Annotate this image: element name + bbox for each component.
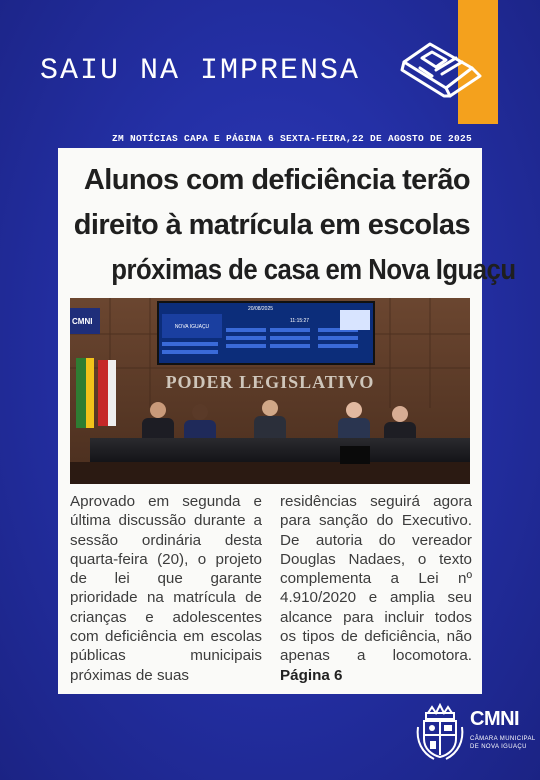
brand-line-1: CÂMARA MUNICIPAL [470,736,536,742]
article-photo [70,298,470,484]
corner-logo-text: CMNI [72,317,93,326]
brand-logo: CMNI [470,708,520,730]
column-2-text: residências seguirá agora para sanção do Executivo. De autoria do vereador Douglas Nadaes, o texto complementa a Lei nº 4.910/2020 e amplia seu alcance para incluir todos os tipos de deficiência, não apenas a locomotora. [280,493,472,665]
column-2-body [280,492,472,685]
screen-date: 20/08/2025 [248,306,274,312]
newspaper-icon [398,40,484,100]
screen-label: NOVA IGUAÇU [174,324,210,330]
headline-line-2: direito à matrícula em escolas [73,209,470,241]
brand-line-2: DE NOVA IGUAÇU [470,744,527,750]
page-reference: Página 6 [280,666,343,684]
council-session-photo [70,298,470,484]
column-1-text: Aprovado em segunda e última discussão durante a sessão ordinária desta quarta-feira (20), o projeto de lei que garante prioridade na matrícula de crianças e adolescentes com deficiência em escolas públicas municipais próximas de suas [70,493,262,684]
source-citation: ZM NOTÍCIAS CAPA E PÁGINA 6 SEXTA-FEIRA,22 DE AGOSTO DE 2025 [112,133,473,144]
city-coat-of-arms-icon [414,703,466,761]
wall-text: PODER LEGISLATIVO [165,372,375,392]
headline-line-1: Alunos com deficiência terão [83,164,470,196]
article-column-1 [70,492,262,685]
screen-time: 11:15:27 [290,318,310,324]
page-title: SAIU NA IMPRENSA [40,54,361,88]
headline-line-3: próximas de casa em Nova Iguaçu [111,254,516,286]
article-headline [66,158,516,293]
article-column-2 [280,492,472,685]
